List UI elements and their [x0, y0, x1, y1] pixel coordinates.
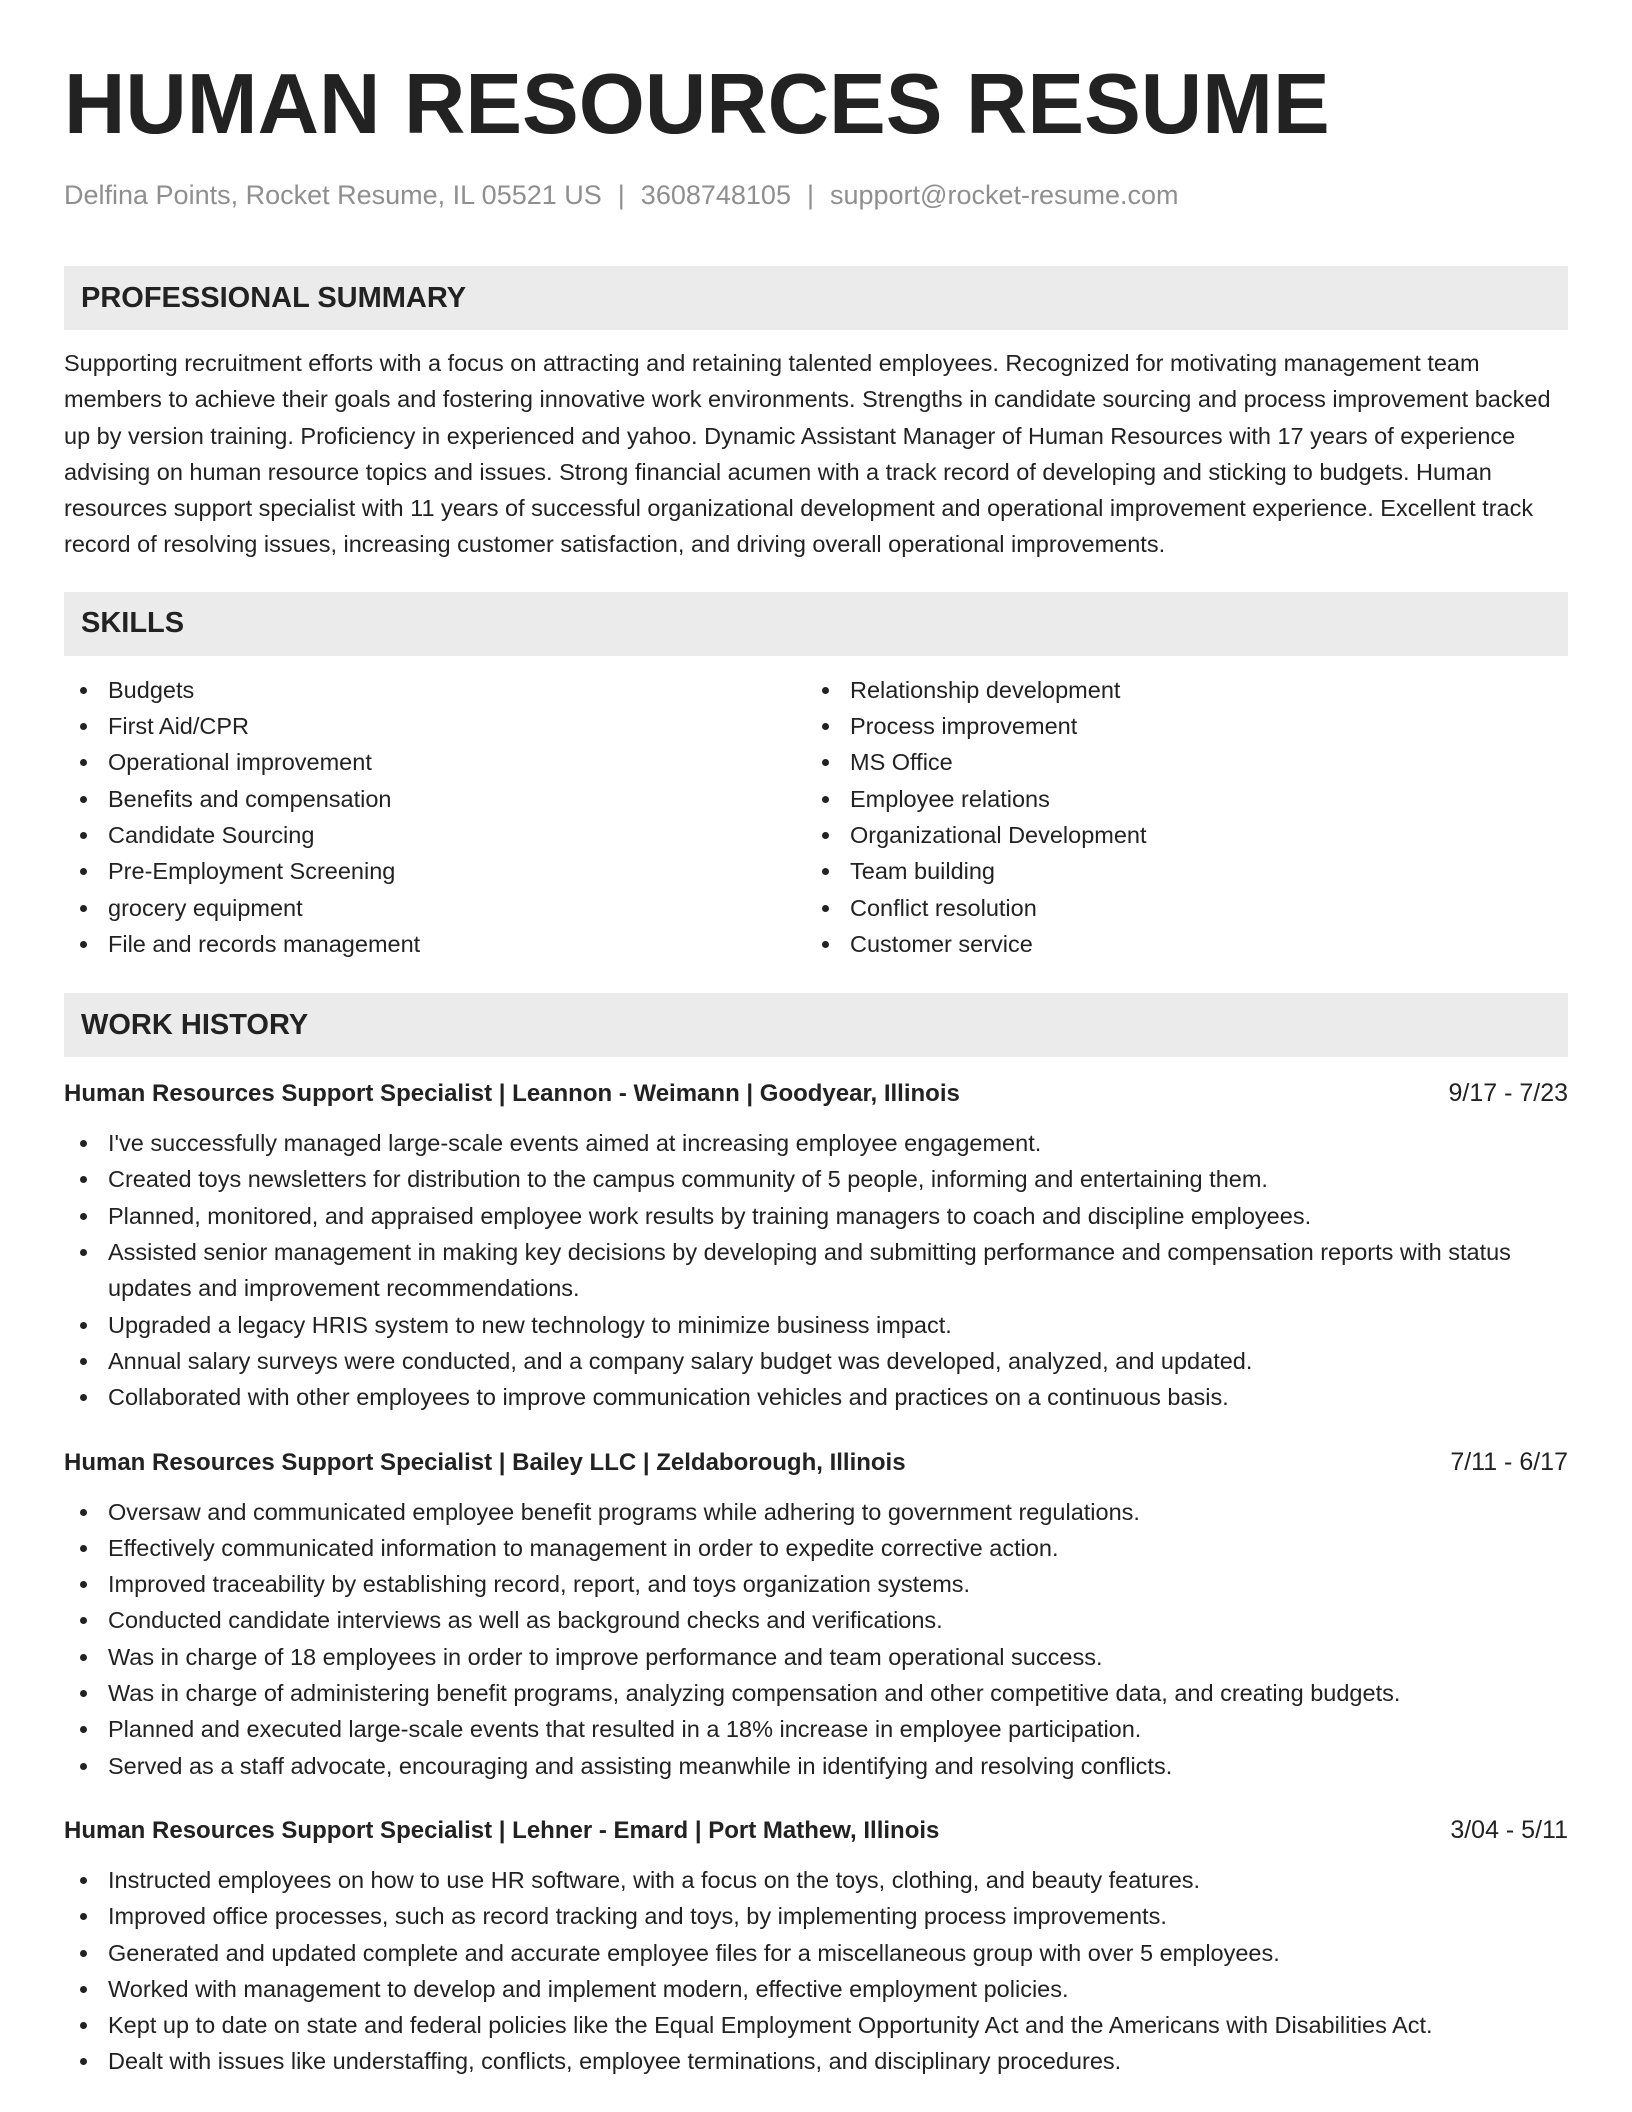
job-title: Human Resources Support Specialist | Bailey LLC | Zeldaborough, Illinois	[64, 1448, 906, 1476]
skill-item: Process improvement	[806, 708, 1548, 744]
job-bullets	[64, 1862, 1568, 2080]
contact-separator: |	[806, 180, 814, 210]
job-title: Human Resources Support Specialist | Leannon - Weimann | Goodyear, Illinois	[64, 1080, 960, 1108]
skills-column-right	[806, 672, 1548, 962]
skill-item: Pre-Employment Screening	[64, 853, 806, 889]
resume-title: HUMAN RESOURCES RESUME	[64, 57, 1330, 152]
job-bullet: Created toys newsletters for distribution to the campus community of 5 people, informing and entertaining them.	[64, 1161, 1568, 1197]
job-dates: 3/04 - 5/11	[1450, 1815, 1568, 1844]
skill-item: Team building	[806, 853, 1548, 889]
job-bullet: Improved office processes, such as record tracking and toys, by implementing process improvements.	[64, 1898, 1568, 1934]
job-bullet: Dealt with issues like understaffing, conflicts, employee terminations, and disciplinary procedures.	[64, 2043, 1568, 2079]
job-entry	[64, 1445, 1568, 1784]
job-bullet: Worked with management to develop and implement modern, effective employment policies.	[64, 1971, 1568, 2007]
job-bullet: Oversaw and communicated employee benefit programs while adhering to government regulations.	[64, 1494, 1568, 1530]
job-bullets	[64, 1125, 1568, 1415]
skill-item: Employee relations	[806, 781, 1548, 817]
skill-item: Benefits and compensation	[64, 781, 806, 817]
job-bullet: Kept up to date on state and federal policies like the Equal Employment Opportunity Act and the Americans with Disabilities Act.	[64, 2007, 1568, 2043]
skill-item: Organizational Development	[806, 817, 1548, 853]
skill-item: Candidate Sourcing	[64, 817, 806, 853]
skill-item: Customer service	[806, 926, 1548, 962]
job-dates: 9/17 - 7/23	[1448, 1079, 1568, 1108]
job-bullets	[64, 1494, 1568, 1784]
skill-item: First Aid/CPR	[64, 708, 806, 744]
summary-text: Supporting recruitment efforts with a focus on attracting and retaining talented employees. Recognized for motivating management team members to achieve their goals and fostering innovative work environments. Strengths in candidate sourcing and process improvement backed up by version training. Proficiency in experienced and yahoo. Dynamic Assistant Manager of Human Resources with 17 years of experience advising on human resource topics and issues. Strong financial acumen with a track record of developing and sticking to budgets. Human resources support specialist with 11 years of successful organizational development and operational improvement experience. Excellent track record of resolving issues, increasing customer satisfaction, and driving overall operational improvements.	[64, 350, 1551, 558]
job-header	[64, 1445, 1568, 1480]
contact-line	[64, 178, 1568, 212]
section-title: WORK HISTORY	[81, 1008, 309, 1041]
skill-item: MS Office	[806, 744, 1548, 780]
job-bullet: Planned, monitored, and appraised employee work results by training managers to coach and discipline employees.	[64, 1198, 1568, 1234]
contact-email: support@rocket-resume.com	[829, 180, 1179, 210]
skill-item: File and records management	[64, 926, 806, 962]
skill-item: Budgets	[64, 672, 806, 708]
contact-phone: 3608748105	[640, 180, 791, 210]
job-bullet: Assisted senior management in making key decisions by developing and submitting performance and compensation reports with status updates and improvement recommendations.	[64, 1234, 1568, 1307]
section-title: SKILLS	[81, 607, 185, 640]
job-bullet: Annual salary surveys were conducted, and a company salary budget was developed, analyzed, and updated.	[64, 1343, 1568, 1379]
job-title: Human Resources Support Specialist | Lehner - Emard | Port Mathew, Illinois	[64, 1816, 940, 1844]
section-header-summary	[64, 266, 1568, 330]
skill-item: Relationship development	[806, 672, 1548, 708]
job-bullet: Improved traceability by establishing record, report, and toys organization systems.	[64, 1566, 1568, 1602]
job-bullet: Instructed employees on how to use HR software, with a focus on the toys, clothing, and beauty features.	[64, 1862, 1568, 1898]
job-header	[64, 1076, 1568, 1111]
job-entry	[64, 1813, 1568, 2080]
contact-separator: |	[617, 180, 625, 210]
job-bullet: Was in charge of 18 employees in order to improve performance and team operational success.	[64, 1639, 1568, 1675]
resume-page	[64, 58, 1568, 2080]
skill-item: grocery equipment	[64, 890, 806, 926]
job-dates: 7/11 - 6/17	[1450, 1447, 1568, 1476]
job-bullet: Effectively communicated information to management in order to expedite corrective action.	[64, 1530, 1568, 1566]
section-header-work-history	[64, 993, 1568, 1057]
contact-address: Delfina Points, Rocket Resume, IL 05521 US	[64, 180, 602, 210]
section-title: PROFESSIONAL SUMMARY	[81, 281, 467, 314]
job-bullet: Conducted candidate interviews as well as background checks and verifications.	[64, 1602, 1568, 1638]
skill-item: Operational improvement	[64, 744, 806, 780]
job-bullet: Planned and executed large-scale events that resulted in a 18% increase in employee participation.	[64, 1711, 1568, 1747]
job-bullet: Served as a staff advocate, encouraging and assisting meanwhile in identifying and resolving conflicts.	[64, 1748, 1568, 1784]
job-header	[64, 1813, 1568, 1848]
skill-item: Conflict resolution	[806, 890, 1548, 926]
skills-column-left	[64, 672, 806, 962]
section-header-skills	[64, 592, 1568, 656]
job-bullet: Generated and updated complete and accurate employee files for a miscellaneous group with over 5 employees.	[64, 1935, 1568, 1971]
job-bullet: Collaborated with other employees to improve communication vehicles and practices on a continuous basis.	[64, 1379, 1568, 1415]
job-entry	[64, 1076, 1568, 1415]
job-bullet: I've successfully managed large-scale events aimed at increasing employee engagement.	[64, 1125, 1568, 1161]
job-bullet: Upgraded a legacy HRIS system to new technology to minimize business impact.	[64, 1307, 1568, 1343]
skills-list	[64, 672, 1568, 962]
job-bullet: Was in charge of administering benefit programs, analyzing compensation and other competitive data, and creating budgets.	[64, 1675, 1568, 1711]
